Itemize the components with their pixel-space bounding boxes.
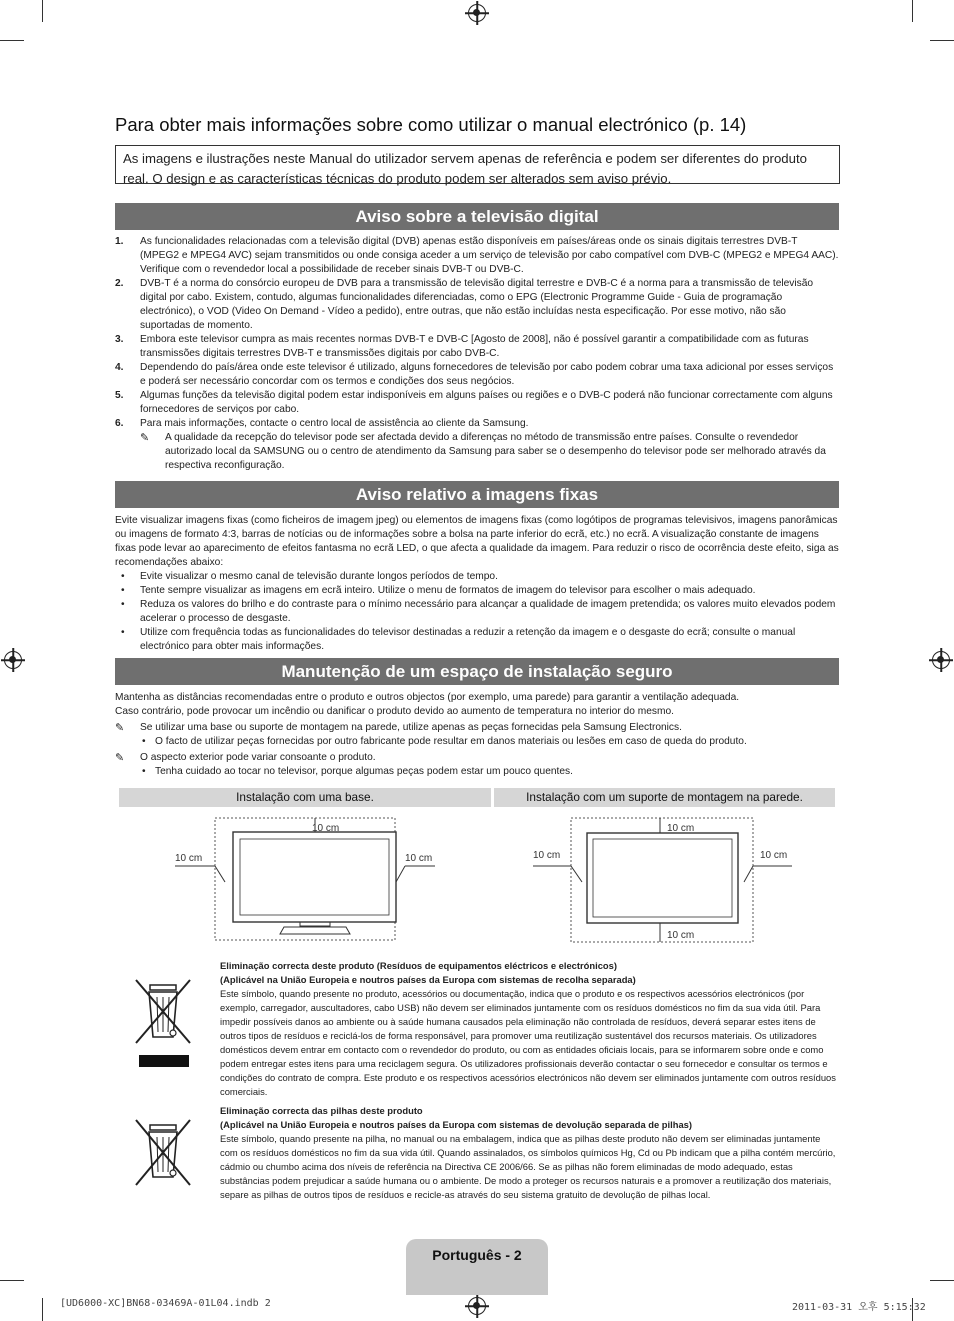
- print-file-info: [UD6000-XC]BN68-03469A-01L04.indb 2: [60, 1298, 271, 1309]
- registration-mark-icon: [932, 651, 950, 669]
- weee-subtitle: (Aplicável na União Europeia e noutros países da Europa com sistemas de devolução separada de pilhas): [220, 1119, 693, 1130]
- distance-label-left: 10 cm: [175, 853, 203, 864]
- installation-section: [115, 691, 839, 779]
- installation-intro-1: Mantenha as distâncias recomendadas entre o produto e outros objectos (por exemplo, uma parede) para garantir a ventilação adequada.: [115, 692, 740, 703]
- weee-product-disposal: [220, 959, 838, 1099]
- pencil-note-icon: ✎: [115, 752, 125, 764]
- list-item: 2. DVB-T é a norma do consórcio europeu de DVB para a transmissão de televisão digital terrestre e DVB-C é a norma para a transmissão de televisão digital por cabo. Existem, contudo, algumas funcionalidades diferenciadas, como o EPG (Electronic Programme Guide - Guia de programação electrónico), o VOD (Video On Demand - Vídeo a pedido), entre outras, que não estão incluídas nesta especificação. Por esse motivo, não são suportadas de momento.: [115, 278, 814, 331]
- crossed-bin-weee-icon: [133, 975, 193, 1070]
- distance-label-right: 10 cm: [760, 850, 788, 861]
- section-heading-installation: Manutenção de um espaço de instalação seguro: [115, 658, 839, 685]
- list-item: • Reduza os valores do brilho e do contraste para o mínimo necessário para alcançar a qualidade de imagem pretendida; os valores muito elevados podem acelerar o processo de desgaste.: [115, 598, 839, 626]
- section-heading-still-images: Aviso relativo a imagens fixas: [115, 481, 839, 508]
- installation-intro-2: Caso contrário, pode provocar um incêndio ou danificar o produto devido ao aumento de temperatura no interior do mesmo.: [115, 706, 674, 717]
- list-item: • Utilize com frequência todas as funcionalidades do televisor destinadas a reduzir a retenção da imagem e o desgaste do ecrã; consulte o manual electrónico para obter mais informações.: [115, 626, 839, 654]
- crop-mark: [912, 0, 913, 22]
- weee-battery-disposal: [220, 1104, 838, 1202]
- disclaimer-box: As imagens e ilustrações neste Manual do utilizador servem apenas de referência e podem ser diferentes do produto real. O design e as características técnicas do produto podem ser alterados sem aviso prévio.: [115, 145, 840, 184]
- pencil-note-icon: ✎: [140, 432, 150, 444]
- list-item: 6. Para mais informações, contacte o centro local de assistência ao cliente da Samsung.: [115, 418, 529, 429]
- list-item: • Tente sempre visualizar as imagens em ecrã inteiro. Utilize o menu de formatos de imagem do televisor para escolher o mais adequado.: [115, 584, 839, 598]
- crop-mark: [930, 40, 954, 41]
- still-images-section: [115, 514, 839, 654]
- list-item: 1. As funcionalidades relacionadas com a televisão digital (DVB) apenas estão disponíveis em países/áreas onde os sinais digitais terrestres DVB-T (MPEG2 e MPEG4 AVC) sejam transmitidos ou onde consiga aceder a um serviço de televisão por cabo compatível com DVB-C (MPEG2 e MPEG4 AAC). Verifique com o revendedor local a possibilidade de receber sinais DVB-T ou DVB-C.: [115, 236, 839, 275]
- pencil-note-icon: ✎: [115, 722, 125, 734]
- digital-tv-list: [115, 235, 839, 473]
- registration-mark-icon: [468, 4, 486, 22]
- note: ✎ A qualidade da recepção do televisor pode ser afectada devido a diferenças no método de transmissão entre países. Consulte o revendedor autorizado local da SAMSUNG ou o centro de atendimento da Samsung para saber se o desempenho do televisor pode ser melhorado através da respectiva reconfiguração.: [140, 432, 826, 471]
- distance-label-bottom: 10 cm: [667, 930, 695, 941]
- list-item: 3. Embora este televisor cumpra as mais recentes normas DVB-T e DVB-C [Agosto de 2008], não é possível garantir a compatibilidade com as futuras transmissões digitais terrestres DVB-T e transmissões digitais por cabo DVB-C.: [115, 334, 809, 359]
- distance-label-top: 10 cm: [312, 823, 340, 834]
- crop-mark: [42, 1298, 43, 1321]
- weee-title: Eliminação correcta das pilhas deste produto: [220, 1105, 423, 1116]
- sub-bullet: • O facto de utilizar peças fornecidas por outro fabricante pode resultar em danos materiais ou lesões em caso de queda do produto.: [115, 735, 839, 749]
- registration-mark-icon: [4, 651, 22, 669]
- still-images-bullets: [115, 570, 839, 654]
- section-heading-digital-tv: Aviso sobre a televisão digital: [115, 203, 839, 230]
- page-title: Para obter mais informações sobre como utilizar o manual electrónico (p. 14): [115, 114, 747, 135]
- caption-stand-installation: Instalação com uma base.: [119, 788, 491, 807]
- crop-mark: [42, 0, 43, 22]
- distance-label-left: 10 cm: [533, 850, 561, 861]
- list-item: 5. Algumas funções da televisão digital podem estar indisponíveis em alguns países ou regiões e o DVB-C poderá não funcionar correctamente com alguns fornecedores de serviços por cabo.: [115, 390, 833, 415]
- page-number-tab: Português - 2: [406, 1239, 548, 1295]
- distance-label-top: 10 cm: [667, 823, 695, 834]
- sub-bullet: • Tenha cuidado ao tocar no televisor, porque algumas peças podem estar um pouco quentes.: [115, 765, 839, 779]
- distance-label-right: 10 cm: [405, 853, 433, 864]
- note: ✎ O aspecto exterior pode variar consoante o produto.: [115, 752, 376, 764]
- weee-title: Eliminação correcta deste produto (Resíduos de equipamentos eléctricos e electrónicos): [220, 960, 617, 971]
- registration-mark-icon: [468, 1297, 486, 1315]
- weee-subtitle: (Aplicável na União Europeia e noutros países da Europa com sistemas de recolha separada): [220, 974, 636, 985]
- list-item: • Evite visualizar o mesmo canal de televisão durante longos períodos de tempo.: [115, 570, 839, 584]
- list-item: 4. Dependendo do país/área onde este televisor é utilizado, alguns fornecedores de televisão por cabo podem cobrar uma taxa adicional por esses serviços e poderá ser necessário concordar com os termos e condições dos seus negócios.: [115, 362, 834, 387]
- crop-mark: [930, 1280, 954, 1281]
- print-date-info: 2011-03-31 오후 5:15:32: [792, 1302, 926, 1313]
- crossed-bin-battery-icon: [133, 1117, 193, 1189]
- crop-mark: [0, 1280, 24, 1281]
- weee-body: Este símbolo, quando presente no produto, acessórios ou documentação, indica que o produto e os respectivos acessórios electrónicos (por exemplo, carregador, auscultadores, cabo USB) não devem ser eliminados juntamente com os resíduos domésticos no fim da sua vida útil. Para impedir possíveis danos ao ambiente ou à saúde humana causados pela eliminação não controlada de resíduos, deverá separar estes itens de outros tipos de resíduos e reciclá-los de forma responsável, para promover uma reutilização sustentável dos recursos materiais. Os utilizadores domésticos devem entrar em contacto com o revendedor do produto, ou com as entidades oficiais locais, para se informarem sobre onde e como podem entregar estes itens para uma reciclagem segura. Os utilizadores profissionais deverão contactar o seu fornecedor e consultar os termos e condições do contrato de compra. Este produto e os respectivos acessórios electrónicos não devem ser eliminados juntamente com outros resíduos comerciais.: [220, 988, 836, 1097]
- weee-body: Este símbolo, quando presente na pilha, no manual ou na embalagem, indica que as pilhas deste produto não devem ser eliminadas juntamente com os resíduos domésticos no fim da sua vida útil. Quando assinalados, os símbolos químicos Hg, Cd ou Pb indicam que a pilha contém mercúrio, cádmio ou chumbo acima dos níveis de referência na Directiva CE 2006/66. Se as pilhas não forem eliminadas de modo adequado, estas substâncias podem prejudicar a saúde humana ou o ambiente. De modo a proteger os recursos naturais e a promover a reutilização dos materiais, separe as pilhas de outros tipos de resíduos e recicle-as através do seu sistema gratuito de devolução de pilhas local.: [220, 1133, 836, 1200]
- still-images-intro: Evite visualizar imagens fixas (como ficheiros de imagem jpeg) ou elementos de imagens fixas (como logótipos de programas televisivos, imagens panorâmicas ou imagens de formato 4:3, barras de notícias ou de informações sobre a bolsa na parte inferior do ecrã, etc.) no ecrã. A visualização constante de imagens fixas pode levar ao aparecimento de efeitos fantasma no ecrã LED, o que afecta a qualidade da imagem. Para reduzir o risco de ocorrência deste efeito, siga as recomendações abaixo:: [115, 515, 839, 568]
- note: ✎ Se utilizar uma base ou suporte de montagem na parede, utilize apenas as peças fornecidas pela Samsung Electronics.: [115, 722, 682, 734]
- wall-installation-diagram: [530, 812, 830, 946]
- caption-wall-installation: Instalação com um suporte de montagem na parede.: [494, 788, 835, 807]
- stand-installation-diagram: [160, 812, 460, 942]
- crop-mark: [0, 40, 24, 41]
